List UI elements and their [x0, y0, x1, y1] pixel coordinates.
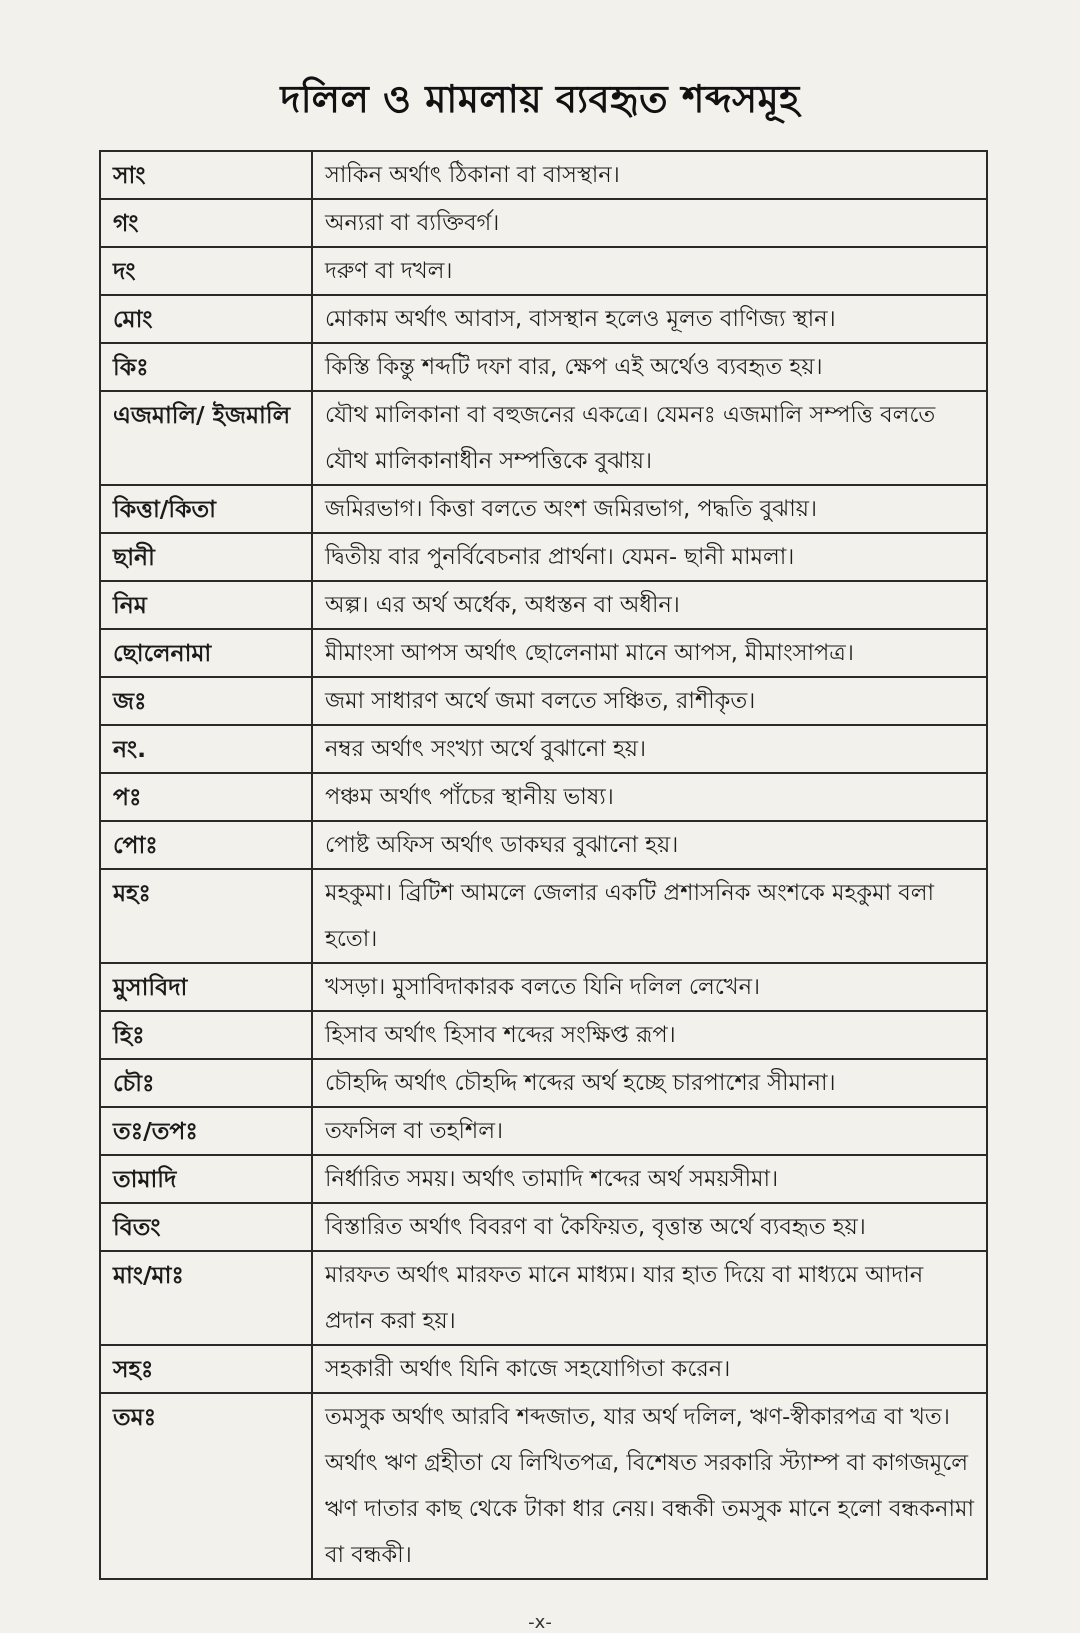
term-cell: পোঃ — [100, 821, 312, 869]
term-cell: সাং — [100, 151, 312, 199]
definition-cell: মীমাংসা আপস অর্থাৎ ছোলেনামা মানে আপস, মীমাংসাপত্র। — [312, 629, 987, 677]
table-row — [100, 247, 987, 295]
table-row — [100, 773, 987, 821]
definition-cell: খসড়া। মুসাবিদাকারক বলতে যিনি দলিল লেখেন। — [312, 963, 987, 1011]
definition-cell: চৌহদ্দি অর্থাৎ চৌহদ্দি শব্দের অর্থ হচ্ছে চারপাশের সীমানা। — [312, 1059, 987, 1107]
definition-cell: জমিরভাগ। কিত্তা বলতে অংশ জমিরভাগ, পদ্ধতি বুঝায়। — [312, 485, 987, 533]
definition-cell: তমসুক অর্থাৎ আরবি শব্দজাত, যার অর্থ দলিল, ঋণ-স্বীকারপত্র বা খত। অর্থাৎ ঋণ গ্রহীতা যে লিখিতপত্র, বিশেষত সরকারি স্ট্যাম্প বা কাগজমূলে ঋণ দাতার কাছ থেকে টাকা ধার নেয়। বন্ধকী তমসুক মানে হলো বন্ধকনামা বা বন্ধকী। — [312, 1393, 987, 1579]
term-cell: মোং — [100, 295, 312, 343]
table-row — [100, 1393, 987, 1579]
term-cell: চৌঃ — [100, 1059, 312, 1107]
table-row — [100, 199, 987, 247]
term-cell: মহঃ — [100, 869, 312, 963]
definition-cell: বিস্তারিত অর্থাৎ বিবরণ বা কৈফিয়ত, বৃত্তান্ত অর্থে ব্যবহৃত হয়। — [312, 1203, 987, 1251]
table-row — [100, 629, 987, 677]
term-cell: নিম — [100, 581, 312, 629]
term-cell: মুসাবিদা — [100, 963, 312, 1011]
definition-cell: পঞ্চম অর্থাৎ পাঁচের স্থানীয় ভাষ্য। — [312, 773, 987, 821]
term-cell: কিত্তা/কিতা — [100, 485, 312, 533]
definition-cell: মোকাম অর্থাৎ আবাস, বাসস্থান হলেও মূলত বাণিজ্য স্থান। — [312, 295, 987, 343]
definition-cell: মহকুমা। ব্রিটিশ আমলে জেলার একটি প্রশাসনিক অংশকে মহকুমা বলা হতো। — [312, 869, 987, 963]
definition-cell: নম্বর অর্থাৎ সংখ্যা অর্থে বুঝানো হয়। — [312, 725, 987, 773]
definition-cell: দরুণ বা দখল। — [312, 247, 987, 295]
term-cell: ছোলেনামা — [100, 629, 312, 677]
table-row — [100, 391, 987, 485]
definition-cell: মারফত অর্থাৎ মারফত মানে মাধ্যম। যার হাত দিয়ে বা মাধ্যমে আদান প্রদান করা হয়। — [312, 1251, 987, 1345]
table-row — [100, 1203, 987, 1251]
term-cell: তামাদি — [100, 1155, 312, 1203]
table-row — [100, 1155, 987, 1203]
table-row — [100, 1059, 987, 1107]
definition-cell: অল্প। এর অর্থ অর্ধেক, অধস্তন বা অধীন। — [312, 581, 987, 629]
definition-cell: হিসাব অর্থাৎ হিসাব শব্দের সংক্ষিপ্ত রূপ। — [312, 1011, 987, 1059]
table-row — [100, 1251, 987, 1345]
term-cell: কিঃ — [100, 343, 312, 391]
terms-table-body — [100, 151, 987, 1579]
table-row — [100, 821, 987, 869]
term-cell: পঃ — [100, 773, 312, 821]
definition-cell: অন্যরা বা ব্যক্তিবর্গ। — [312, 199, 987, 247]
term-cell: গং — [100, 199, 312, 247]
table-row — [100, 485, 987, 533]
term-cell: নং. — [100, 725, 312, 773]
definition-cell: সাকিন অর্থাৎ ঠিকানা বা বাসস্থান। — [312, 151, 987, 199]
table-row — [100, 295, 987, 343]
term-cell: তঃ/তপঃ — [100, 1107, 312, 1155]
definition-cell: তফসিল বা তহশিল। — [312, 1107, 987, 1155]
definition-cell: নির্ধারিত সময়। অর্থাৎ তামাদি শব্দের অর্থ সময়সীমা। — [312, 1155, 987, 1203]
terms-table — [99, 150, 988, 1580]
definition-cell: পোষ্ট অফিস অর্থাৎ ডাকঘর বুঝানো হয়। — [312, 821, 987, 869]
definition-cell: যৌথ মালিকানা বা বহুজনের একত্রে। যেমনঃ এজমালি সম্পত্তি বলতে যৌথ মালিকানাধীন সম্পত্তিকে বুঝায়। — [312, 391, 987, 485]
table-row — [100, 581, 987, 629]
table-row — [100, 151, 987, 199]
page-number: -x- — [528, 1612, 552, 1633]
term-cell: জঃ — [100, 677, 312, 725]
definition-cell: জমা সাধারণ অর্থে জমা বলতে সঞ্চিত, রাশীকৃত। — [312, 677, 987, 725]
term-cell: সহঃ — [100, 1345, 312, 1393]
definition-cell: সহকারী অর্থাৎ যিনি কাজে সহযোগিতা করেন। — [312, 1345, 987, 1393]
table-row — [100, 1107, 987, 1155]
table-row — [100, 677, 987, 725]
term-cell: এজমালি/ ইজমালি — [100, 391, 312, 485]
term-cell: বিতং — [100, 1203, 312, 1251]
table-row — [100, 1011, 987, 1059]
table-row — [100, 963, 987, 1011]
definition-cell: কিস্তি কিন্তু শব্দটি দফা বার, ক্ষেপ এই অর্থেও ব্যবহৃত হয়। — [312, 343, 987, 391]
term-cell: মাং/মাঃ — [100, 1251, 312, 1345]
table-row — [100, 725, 987, 773]
term-cell: দং — [100, 247, 312, 295]
table-row — [100, 1345, 987, 1393]
definition-cell: দ্বিতীয় বার পুনর্বিবেচনার প্রার্থনা। যেমন- ছানী মামলা। — [312, 533, 987, 581]
table-row — [100, 869, 987, 963]
table-row — [100, 343, 987, 391]
table-row — [100, 533, 987, 581]
term-cell: ছানী — [100, 533, 312, 581]
page-title: দলিল ও মামলায় ব্যবহৃত শব্দসমূহ — [280, 77, 800, 121]
term-cell: তমঃ — [100, 1393, 312, 1579]
term-cell: হিঃ — [100, 1011, 312, 1059]
